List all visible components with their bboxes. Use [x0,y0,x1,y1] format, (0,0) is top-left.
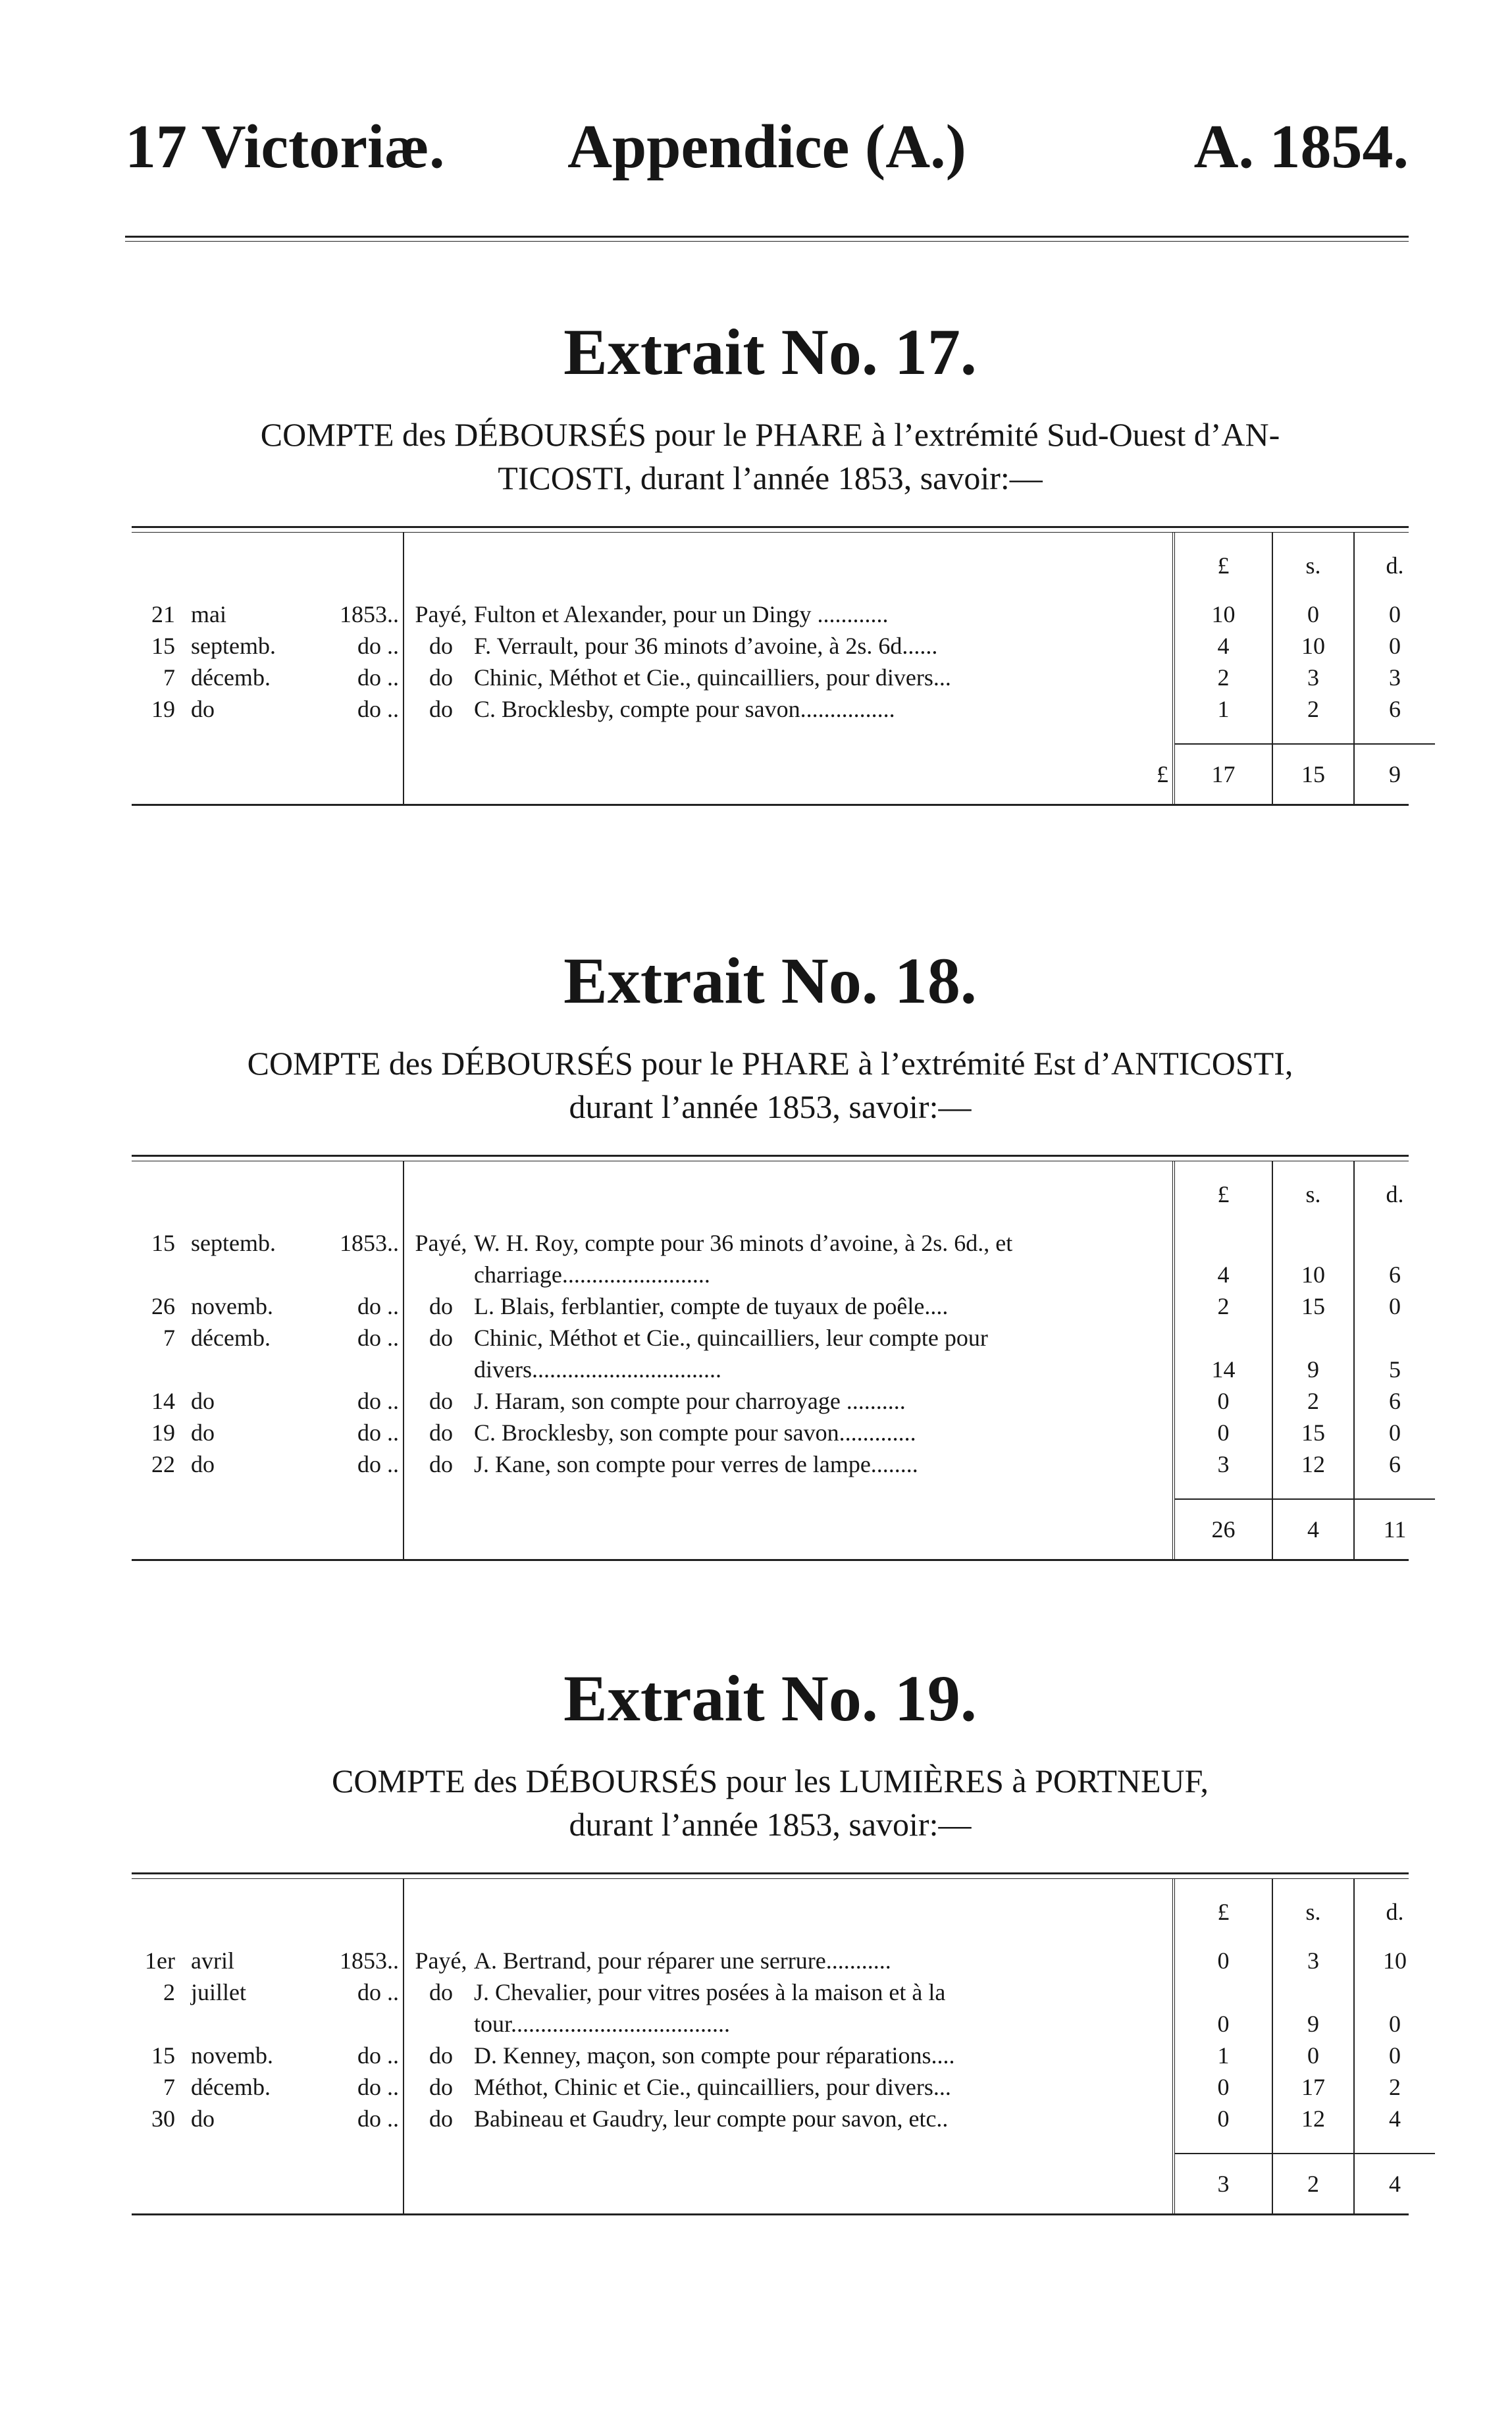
total-pounds: 17 [1174,744,1272,804]
row-month: septemb. [191,1230,276,1256]
row-month: do [191,1419,215,1446]
row-pounds: 0 [1174,2103,1272,2134]
header-pounds: £ [1174,1161,1272,1227]
table-bottom-rule [132,1559,1409,1561]
total-row [132,744,1435,804]
ledger-table-19 [132,1872,1409,2215]
extract-description [132,1042,1409,1128]
row-payer: Payé, [415,1947,467,1974]
table-top-rule [132,1872,1409,1874]
row-shillings: 3 [1272,662,1354,693]
row-month: novemb. [191,2042,273,2069]
row-year: do .. [357,1979,399,2005]
row-day: 22 [151,1451,175,1477]
page-header [125,113,1409,208]
row-year: do .. [357,1293,399,1319]
row-description: Méthot, Chinic et Cie., quincailliers, pour divers... [474,2074,951,2100]
extract-18 [132,944,1409,1561]
row-pounds: 0 [1174,2071,1272,2103]
row-payer: do [429,1451,453,1477]
row-day: 15 [151,633,175,659]
row-pounds: 0 [1174,1417,1272,1448]
table-row [132,693,1435,725]
row-year: do .. [357,1419,399,1446]
row-pounds: 1 [1174,693,1272,725]
total-currency-mark [404,2154,1174,2213]
ledger [132,1879,1435,2213]
extract-17 [132,315,1409,806]
row-year: do .. [357,2105,399,2132]
row-payer: do [429,1325,453,1351]
row-pounds: 14 [1174,1322,1272,1385]
row-pounds: 2 [1174,662,1272,693]
row-day: 15 [151,2042,175,2069]
row-pounds: 2 [1174,1290,1272,1322]
row-month: do [191,696,215,722]
total-pence: 4 [1354,2154,1435,2213]
extract-title: Extrait No. 18. [563,944,977,1017]
row-payer: do [429,1293,453,1319]
row-pence: 0 [1354,1976,1435,2040]
extract-title: Extrait No. 19. [563,1662,977,1735]
row-pounds: 10 [1174,598,1272,630]
row-month: do [191,1451,215,1477]
header-center: Appendice (A.) [567,113,966,181]
table-row [132,1385,1435,1417]
row-day: 30 [151,2105,175,2132]
row-year: do .. [357,2074,399,2100]
row-payer: do [429,1419,453,1446]
row-shillings: 10 [1272,1227,1354,1290]
row-month: mai [191,601,226,627]
ledger [132,1161,1435,1559]
row-day: 7 [163,1325,175,1351]
row-pence: 4 [1354,2103,1435,2134]
table-row [132,630,1435,662]
table-row [132,1290,1435,1322]
row-description: L. Blais, ferblantier, compte de tuyaux de poêle.... [474,1293,949,1319]
row-year: do .. [357,664,399,691]
row-year: do .. [357,1388,399,1414]
row-year: do .. [357,696,399,722]
row-pence: 0 [1354,630,1435,662]
row-year: do .. [357,1451,399,1477]
total-currency-mark [404,1499,1174,1559]
row-month: novemb. [191,1293,273,1319]
row-pounds: 1 [1174,2040,1272,2071]
header-shillings: s. [1272,1879,1354,1945]
row-payer: do [429,664,453,691]
row-pence: 0 [1354,2040,1435,2071]
extract-description [132,413,1409,500]
ledger-table-18 [132,1155,1409,1561]
total-currency-mark: £ [404,744,1174,804]
row-shillings: 3 [1272,1945,1354,1976]
table-row [132,2071,1435,2103]
total-shillings: 15 [1272,744,1354,804]
row-pence: 6 [1354,693,1435,725]
row-shillings: 0 [1272,598,1354,630]
row-month: septemb. [191,633,276,659]
row-pence: 6 [1354,1448,1435,1480]
description-line-1: COMPTE des DÉBOURSÉS pour les LUMIÈRES à PORTNEUF, [332,1762,1209,1799]
row-pounds: 3 [1174,1448,1272,1480]
row-pounds: 0 [1174,1945,1272,1976]
row-shillings: 17 [1272,2071,1354,2103]
row-year: 1853.. [340,601,399,627]
row-payer: do [429,1388,453,1414]
table-bottom-rule [132,804,1409,806]
table-row [132,1448,1435,1480]
total-shillings: 2 [1272,2154,1354,2213]
row-year: do .. [357,2042,399,2069]
header-pounds: £ [1174,1879,1272,1945]
row-month: décemb. [191,664,271,691]
row-month: do [191,1388,215,1414]
row-description: A. Bertrand, pour réparer une serrure........... [474,1947,891,1974]
table-row [132,2103,1435,2134]
row-year: 1853.. [340,1947,399,1974]
row-day: 1er [145,1947,175,1974]
row-day: 19 [151,696,175,722]
row-payer: do [429,1979,453,2005]
header-right: A. 1854. [1193,113,1409,181]
description-line-2: durant l’année 1853, savoir:— [569,1806,972,1843]
row-pence: 6 [1354,1227,1435,1290]
row-shillings: 2 [1272,693,1354,725]
description-line-1: COMPTE des DÉBOURSÉS pour le PHARE à l’extrémité Est d’ANTICOSTI, [247,1045,1293,1082]
row-day: 26 [151,1293,175,1319]
description-line-2: durant l’année 1853, savoir:— [569,1088,972,1125]
row-pence: 0 [1354,1290,1435,1322]
extract-title: Extrait No. 17. [563,315,977,388]
table-header-row [132,1879,1435,1945]
row-year: 1853.. [340,1230,399,1256]
row-description: Babineau et Gaudry, leur compte pour savon, etc.. [474,2105,949,2132]
total-shillings: 4 [1272,1499,1354,1559]
header-shillings: s. [1272,533,1354,598]
row-pence: 6 [1354,1385,1435,1417]
row-description: C. Brocklesby, compte pour savon................ [474,696,895,722]
row-shillings: 12 [1272,2103,1354,2134]
table-row [132,598,1435,630]
row-pence: 10 [1354,1945,1435,1976]
row-pounds: 0 [1174,1385,1272,1417]
row-shillings: 10 [1272,630,1354,662]
extract-description [132,1759,1409,1846]
description-line-2: TICOSTI, durant l’année 1853, savoir:— [498,460,1043,496]
total-pence: 11 [1354,1499,1435,1559]
header-pence: d. [1354,1879,1435,1945]
row-payer: do [429,2074,453,2100]
row-day: 2 [163,1979,175,2005]
row-shillings: 15 [1272,1290,1354,1322]
row-shillings: 2 [1272,1385,1354,1417]
table-header-row [132,1161,1435,1227]
row-day: 7 [163,2074,175,2100]
row-year: do .. [357,1325,399,1351]
table-row [132,1976,1435,2040]
row-description: J. Haram, son compte pour charroyage .......... [474,1388,906,1414]
row-description: Chinic, Méthot et Cie., quincailliers, pour divers... [474,664,951,691]
row-day: 21 [151,601,175,627]
row-payer: do [429,696,453,722]
total-row [132,1499,1435,1559]
row-month: avril [191,1947,234,1974]
row-shillings: 9 [1272,1322,1354,1385]
table-row [132,1417,1435,1448]
row-description: J. Chevalier, pour vitres posées à la maison et à la tour..................................... [474,1979,946,2037]
table-header-row [132,533,1435,598]
row-pence: 3 [1354,662,1435,693]
table-row [132,1322,1435,1385]
ledger-table-17 [132,526,1409,806]
total-pounds: 26 [1174,1499,1272,1559]
row-description: C. Brocklesby, son compte pour savon............. [474,1419,916,1446]
table-row [132,662,1435,693]
row-shillings: 9 [1272,1976,1354,2040]
row-description: Chinic, Méthot et Cie., quincailliers, leur compte pour divers................................ [474,1325,988,1383]
header-left: 17 Victoriæ. [125,113,445,181]
row-pence: 5 [1354,1322,1435,1385]
row-pence: 2 [1354,2071,1435,2103]
description-line-1: COMPTE des DÉBOURSÉS pour le PHARE à l’extrémité Sud-Ouest d’AN- [260,416,1280,453]
row-payer: do [429,2042,453,2069]
header-pence: d. [1354,1161,1435,1227]
row-pounds: 0 [1174,1976,1272,2040]
table-top-rule [132,526,1409,528]
row-description: D. Kenney, maçon, son compte pour réparations.... [474,2042,955,2069]
row-month: décemb. [191,1325,271,1351]
total-pounds: 3 [1174,2154,1272,2213]
row-month: do [191,2105,215,2132]
table-bottom-rule [132,2213,1409,2215]
row-shillings: 12 [1272,1448,1354,1480]
row-description: F. Verrault, pour 36 minots d’avoine, à 2s. 6d...... [474,633,938,659]
row-payer: do [429,633,453,659]
row-shillings: 0 [1272,2040,1354,2071]
row-pence: 0 [1354,598,1435,630]
row-month: juillet [191,1979,246,2005]
row-month: décemb. [191,2074,271,2100]
row-shillings: 15 [1272,1417,1354,1448]
row-payer: Payé, [415,601,467,627]
row-pounds: 4 [1174,630,1272,662]
row-payer: Payé, [415,1230,467,1256]
row-description: J. Kane, son compte pour verres de lampe........ [474,1451,918,1477]
row-payer: do [429,2105,453,2132]
row-pounds: 4 [1174,1227,1272,1290]
header-pence: d. [1354,533,1435,598]
row-day: 7 [163,664,175,691]
row-day: 19 [151,1419,175,1446]
header-pounds: £ [1174,533,1272,598]
extract-19 [132,1662,1409,2215]
table-row [132,1945,1435,1976]
header-shillings: s. [1272,1161,1354,1227]
ledger [132,533,1435,804]
row-day: 14 [151,1388,175,1414]
header-rule [125,236,1409,238]
row-day: 15 [151,1230,175,1256]
table-row [132,1227,1435,1290]
total-row [132,2154,1435,2213]
table-row [132,2040,1435,2071]
row-description: Fulton et Alexander, pour un Dingy ............ [474,601,889,627]
total-pence: 9 [1354,744,1435,804]
header-rule-thin [125,241,1409,242]
table-top-rule [132,1155,1409,1157]
row-pence: 0 [1354,1417,1435,1448]
row-year: do .. [357,633,399,659]
row-description: W. H. Roy, compte pour 36 minots d’avoine, à 2s. 6d., et charriage......................... [474,1230,1013,1288]
